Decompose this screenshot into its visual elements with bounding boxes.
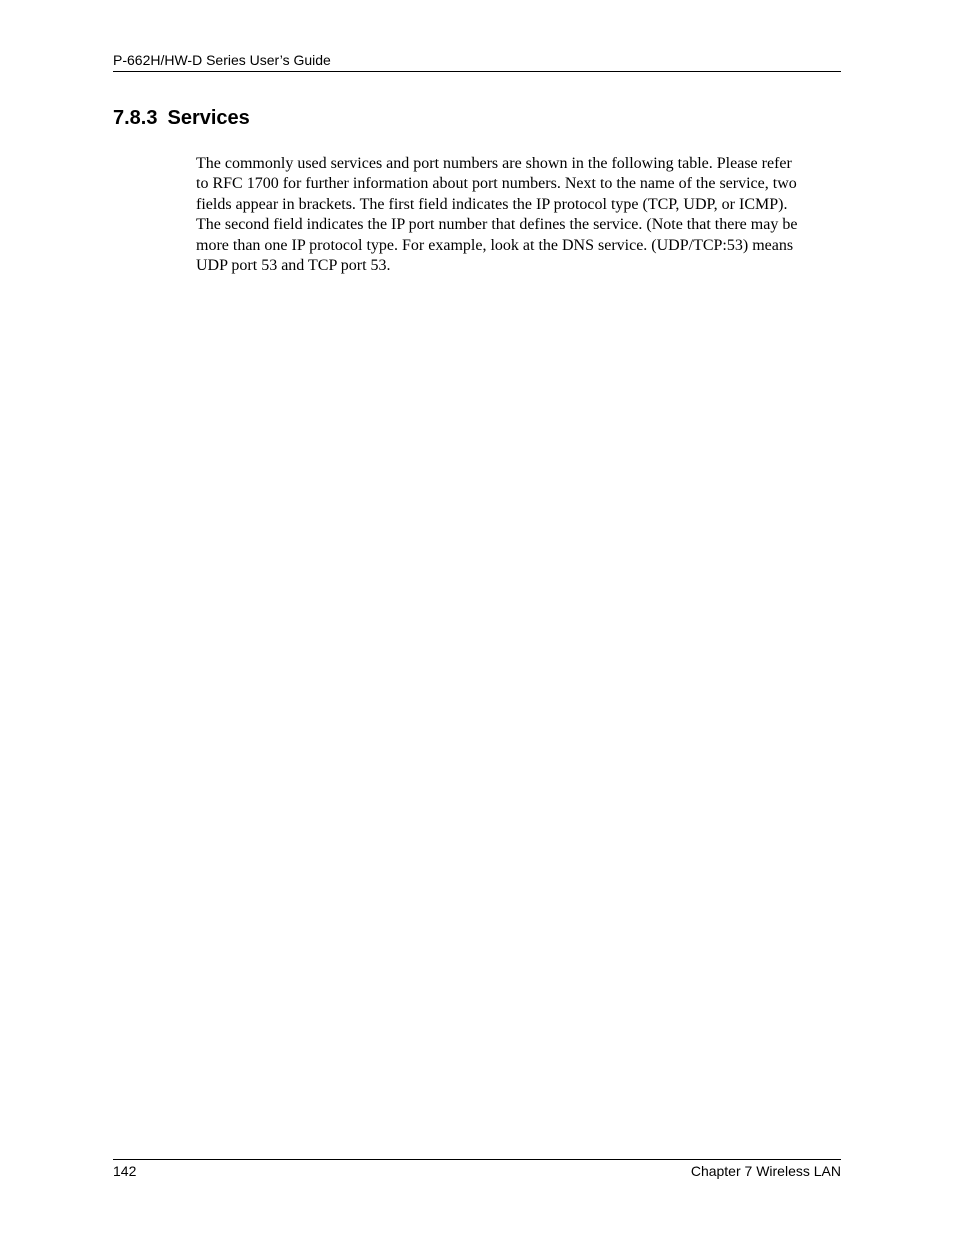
body-paragraph [196, 154, 842, 276]
chapter-title: Chapter 7 Wireless LAN [690, 1163, 841, 1179]
paragraph-line: UDP port 53 and TCP port 53. [196, 257, 391, 275]
section-number: 7.8.3 [113, 107, 158, 129]
paragraph-line: more than one IP protocol type. For example, look at the DNS service. (UDP/TCP:53) means [196, 236, 794, 254]
paragraph-line: to RFC 1700 for further information about port numbers. Next to the name of the service, two [196, 175, 797, 193]
header-divider [113, 71, 841, 72]
paragraph-line: The second field indicates the IP port number that defines the service. (Note that there may be [196, 216, 798, 234]
section-heading [113, 105, 250, 131]
paragraph-line: fields appear in brackets. The first field indicates the IP protocol type (TCP, UDP, or ICMP). [196, 195, 788, 213]
footer-divider [113, 1159, 841, 1160]
section-title: Services [167, 107, 250, 129]
page-number: 142 [113, 1163, 137, 1179]
running-header-title: P-662H/HW-D Series User’s Guide [113, 52, 331, 68]
paragraph-line: The commonly used services and port numbers are shown in the following table. Please refer [196, 155, 792, 172]
